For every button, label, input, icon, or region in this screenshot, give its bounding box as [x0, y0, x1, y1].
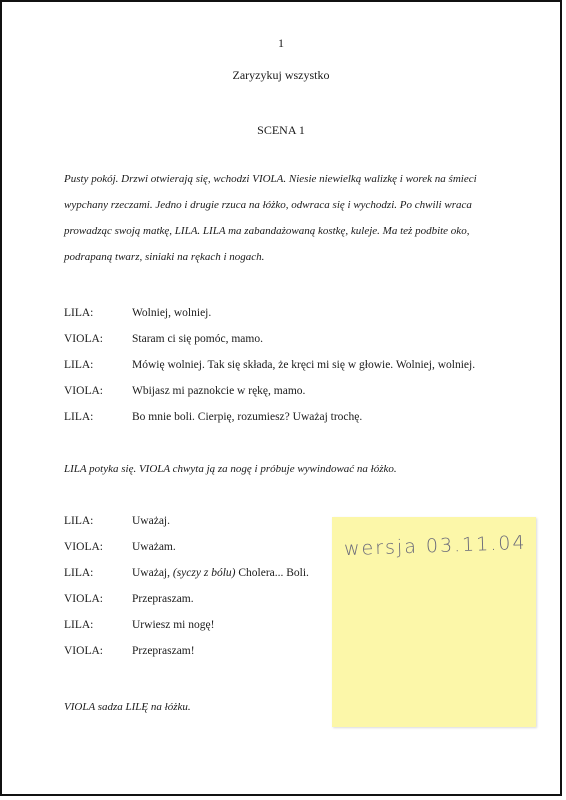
scene-heading: SCENA 1 [257, 123, 305, 137]
speaker-name: LILA: [64, 567, 94, 579]
sticky-note [332, 517, 536, 727]
stage-aside: (syczy z bólu) [172, 567, 236, 579]
speaker-name: LILA: [64, 411, 94, 423]
speaker-name: VIOLA: [64, 541, 103, 553]
stage-direction-line: wypchany rzeczami. Jedno i drugie rzuca na łóżko, odwraca się i wychodzi. Po chwili wraca [64, 199, 472, 211]
speaker-name: VIOLA: [64, 593, 103, 605]
play-title: Zaryzykuj wszystko [232, 68, 330, 82]
speaker-name: LILA: [64, 307, 94, 319]
speaker-name: LILA: [64, 359, 94, 371]
stage-direction-line: prowadząc swoją matkę, LILA. LILA ma zabandażowaną kostkę, kuleje. Ma też podbite oko, [64, 225, 470, 237]
stage-direction-line: podrapaną twarz, siniaki na rękach i nogach. [64, 251, 265, 263]
speech-text: Bo mnie boli. Cierpię, rozumiesz? Uważaj trochę. [132, 411, 363, 423]
speaker-name: VIOLA: [64, 385, 103, 397]
speech-text: Mówię wolniej. Tak się składa, że kręci mi się w głowie. Wolniej, wolniej. [132, 359, 476, 371]
speaker-name: VIOLA: [64, 333, 103, 345]
dialogue-line [64, 404, 534, 430]
dialogue-line [64, 378, 534, 404]
speech-text: Przepraszam. [132, 593, 194, 605]
speaker-name: LILA: [64, 515, 94, 527]
speech-text: Urwiesz mi nogę! [132, 619, 215, 631]
speech-text: Wolniej, wolniej. [132, 307, 212, 319]
dialogue-line [64, 300, 534, 326]
sticky-note-handwriting: wersja 03.11.04 [343, 531, 527, 561]
speaker-name: LILA: [64, 619, 94, 631]
speech-text: Uważam. [132, 541, 176, 553]
dialogue-line [64, 352, 534, 378]
speech-text: Przepraszam! [132, 645, 195, 657]
middle-stage-direction: LILA potyka się. VIOLA chwyta ją za nogę i próbuje wywindować na łóżko. [64, 463, 397, 475]
stage-direction-line: Pusty pokój. Drzwi otwierają się, wchodzi VIOLA. Niesie niewielką walizkę i worek na śmieci [64, 173, 477, 185]
opening-stage-direction [64, 166, 534, 270]
speech-text: Wbijasz mi paznokcie w rękę, mamo. [132, 385, 306, 397]
speech-text-part: Uważaj, [132, 567, 170, 579]
dialogue-block-1 [64, 300, 534, 430]
speech-text-part: Cholera... Boli. [238, 567, 309, 579]
speech-text: Uważaj. [132, 515, 170, 527]
speaker-name: VIOLA: [64, 645, 103, 657]
page-number: 1 [278, 36, 284, 50]
closing-stage-direction: VIOLA sadza LILĘ na łóżku. [64, 701, 191, 713]
speech-text: Staram ci się pomóc, mamo. [132, 333, 263, 345]
dialogue-line [64, 326, 534, 352]
